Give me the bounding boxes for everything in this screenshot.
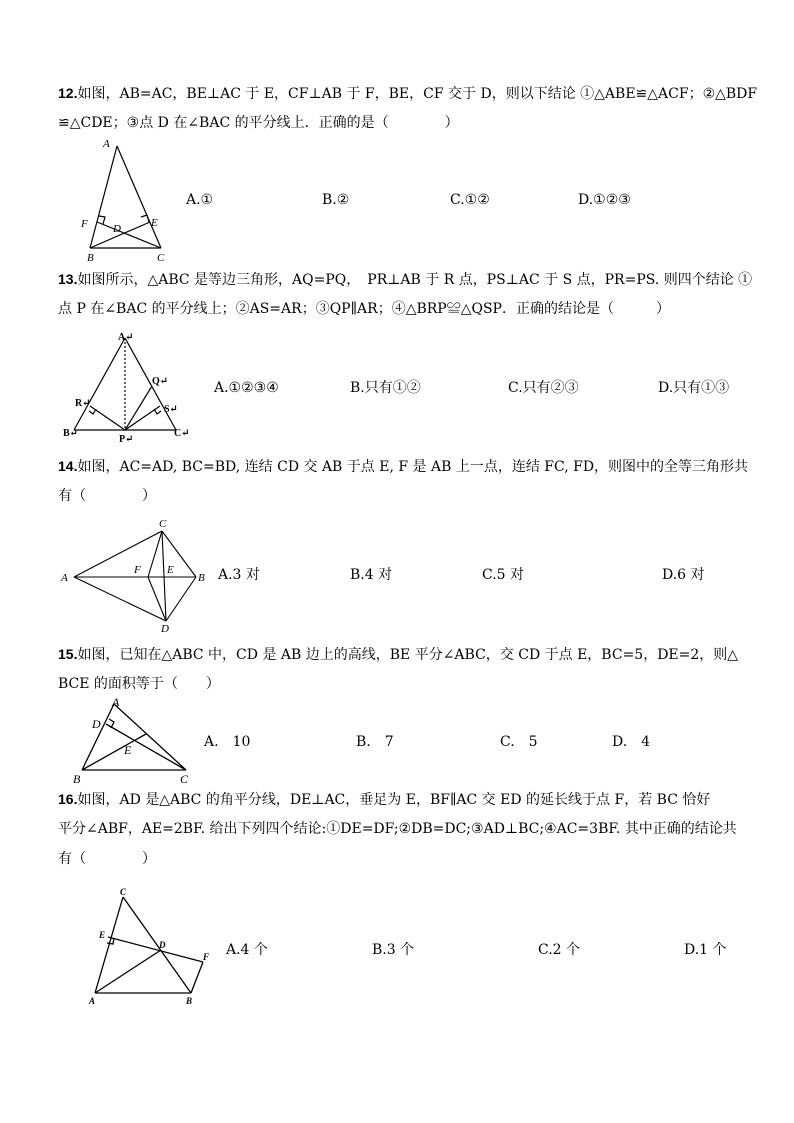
q13-label-b: B↵ (63, 428, 79, 439)
q15-option-c[interactable]: C. 5 (500, 734, 538, 750)
q13-label-s: S↵ (164, 404, 178, 415)
q13-label-c: C↵ (174, 428, 190, 439)
q16-label-c: C (120, 887, 127, 897)
q16-line-2: 平分∠ABF，AE=2BF. 给出下列四个结论:①DE=DF;②DB=DC;③AD⊥BC;④AC=3BF. 其中正确的结论共 (58, 821, 737, 837)
q12-option-c[interactable]: C.①② (450, 192, 490, 208)
q13-line-2: 点 P 在∠BAC 的平分线上；②AS=AR；③QP∥AR；④△BRP≌△QSP．正确的结论是（ ） (58, 301, 670, 317)
q16-label-e: E (99, 930, 106, 940)
q16-line-1: 16.如图，AD 是△ABC 的角平分线，DE⊥AC，垂足为 E，BF∥AC 交 ED 的延长线于点 F，若 BC 恰好 (58, 791, 711, 808)
q12-line-2: ≌△CDE；③点 D 在∠BAC 的平分线上．正确的是（ ） (58, 115, 459, 131)
q16-number: 16. (58, 791, 78, 807)
q12-label-a: A (103, 138, 110, 150)
q12-line-1: 12.如图，AB=AC，BE⊥AC 于 E，CF⊥AB 于 F，BE，CF 交于 D，则以下结论 ①△ABE≌△ACF；②△BDF (58, 85, 758, 102)
q13-figure (60, 328, 190, 446)
q16-line-3: 有（ ） (58, 851, 156, 867)
q13-line-1: 13.如图所示，△ABC 是等边三角形，AQ=PQ， PR⊥AB 于 R 点，PS⊥AC 于 S 点，PR=PS. 则四个结论 ① (58, 271, 753, 288)
q15-line-1: 15.如图，已知在△ABC 中，CD 是 AB 边上的高线，BE 平分∠ABC，交 CD 于点 E，BC=5，DE=2，则△ (58, 646, 739, 663)
q16-option-d[interactable]: D.1 个 (684, 942, 727, 958)
q12-option-d[interactable]: D.①②③ (578, 192, 631, 208)
q12-number: 12. (58, 85, 78, 101)
q15-label-e: E (124, 743, 132, 757)
q15-label-b: B (73, 772, 81, 786)
q13-option-a[interactable]: A.①②③④ (214, 380, 279, 396)
q12-label-e: E (151, 217, 158, 229)
q14-option-c[interactable]: C.5 对 (482, 567, 525, 583)
q14-line-1: 14.如图，AC=AD, BC=BD, 连结 CD 交 AB 于点 E, F 是 AB 上一点，连结 FC, FD，则图中的全等三角形共 (58, 458, 749, 475)
q15-figure (68, 697, 193, 785)
q15-line-2: BCE 的面积等于（ ） (58, 676, 220, 692)
q14-label-f: F (134, 564, 141, 576)
q14-figure (58, 517, 218, 635)
q12-option-a[interactable]: A.① (186, 192, 214, 208)
q16-figure (82, 886, 222, 1012)
q14-label-b: B (198, 572, 205, 584)
q13-option-c[interactable]: C.只有②③ (508, 380, 579, 396)
q12-label-b: B (87, 252, 94, 264)
q16-label-b: B (186, 996, 193, 1006)
q14-label-e: E (167, 564, 174, 576)
q12-figure (75, 136, 185, 264)
q12-label-c: C (157, 252, 165, 264)
q12-label-d: D (113, 223, 121, 235)
q13-label-p: P↵ (119, 434, 134, 445)
q15-option-d[interactable]: D. 4 (612, 734, 651, 750)
q14-label-d: D (161, 623, 169, 635)
q16-label-f: F (203, 952, 210, 962)
q15-label-a: A (112, 695, 120, 709)
q16-option-b[interactable]: B.3 个 (372, 942, 415, 958)
q13-option-d[interactable]: D.只有①③ (658, 380, 730, 396)
q14-option-a[interactable]: A.3 对 (218, 567, 260, 583)
q15-label-c: C (180, 772, 189, 786)
q16-label-a: A (89, 996, 96, 1006)
q14-option-b[interactable]: B.4 对 (350, 567, 393, 583)
q14-option-d[interactable]: D.6 对 (662, 567, 705, 583)
q12-label-f: F (81, 218, 88, 230)
q15-option-a[interactable]: A. 10 (204, 734, 251, 750)
q14-label-a: A (61, 572, 68, 584)
q15-number: 15. (58, 646, 78, 662)
q14-label-c: C (159, 518, 167, 530)
q16-label-d: D (159, 940, 166, 950)
q16-option-c[interactable]: C.2 个 (538, 942, 581, 958)
q13-label-r: R↵ (75, 398, 91, 409)
q13-label-q: Q↵ (152, 376, 169, 387)
q15-label-d: D (92, 717, 101, 731)
q13-number: 13. (58, 271, 78, 287)
q13-option-b[interactable]: B.只有①② (350, 380, 421, 396)
q12-option-b[interactable]: B.② (322, 192, 350, 208)
q14-number: 14. (58, 458, 78, 474)
q13-label-a: A↵ (118, 332, 134, 343)
q15-option-b[interactable]: B. 7 (356, 734, 394, 750)
q14-line-2: 有（ ） (58, 488, 156, 504)
q16-option-a[interactable]: A.4 个 (226, 942, 268, 958)
